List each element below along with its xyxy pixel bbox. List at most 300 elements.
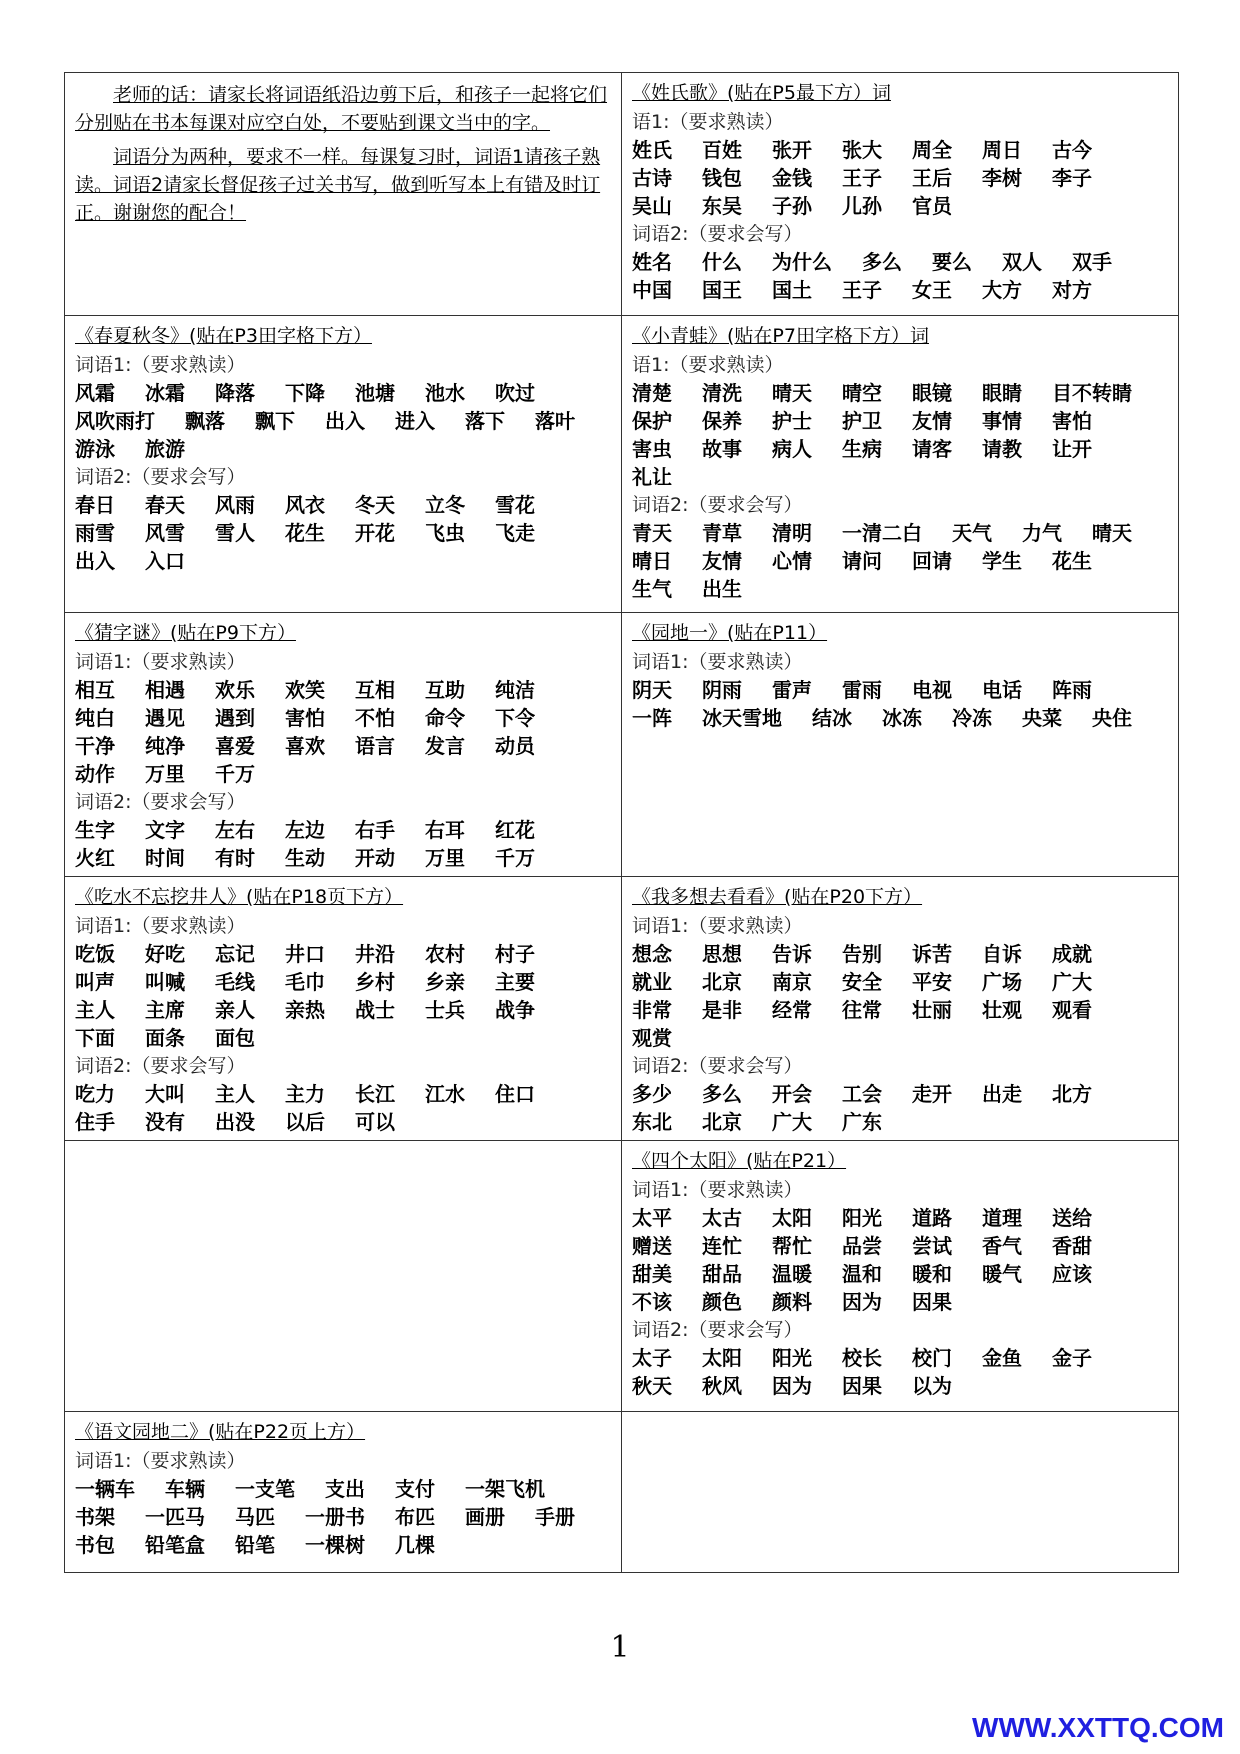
- words-1-list: [75, 379, 613, 463]
- word: 儿孙: [842, 194, 882, 218]
- word: 安全: [842, 970, 882, 994]
- word: 南京: [772, 970, 812, 994]
- words-1-list: [632, 136, 1170, 220]
- word: 飘落: [185, 409, 225, 433]
- word: 春天: [145, 493, 185, 517]
- word: 不该: [632, 1290, 672, 1314]
- word: 右手: [355, 818, 395, 842]
- word: 病人: [772, 437, 812, 461]
- word: 开会: [772, 1082, 812, 1106]
- words-1-list: [632, 379, 1170, 491]
- section-sigetaiyang: [622, 1141, 1179, 1412]
- word: 金钱: [772, 166, 812, 190]
- word: 欢笑: [285, 678, 325, 702]
- word: 飘下: [255, 409, 295, 433]
- word: 铅笔: [235, 1533, 275, 1557]
- word: 一架飞机: [465, 1477, 545, 1501]
- section-title: 《我多想去看看》(贴在P20下方）: [632, 886, 923, 908]
- word: 礼让: [632, 465, 672, 489]
- word: 主要: [495, 970, 535, 994]
- words-2-list: [75, 816, 613, 872]
- word: 走开: [912, 1082, 952, 1106]
- word: 以后: [285, 1110, 325, 1134]
- word: 村子: [495, 942, 535, 966]
- word: 秋天: [632, 1374, 672, 1398]
- word: 左右: [215, 818, 255, 842]
- words-2-label: 词语2:（要求会写）: [75, 466, 246, 488]
- word: 风霜: [75, 381, 115, 405]
- word: 吃力: [75, 1082, 115, 1106]
- word: 太古: [702, 1206, 742, 1230]
- word: 双人: [1002, 250, 1042, 274]
- word: 一棵树: [305, 1533, 365, 1557]
- word: 请问: [842, 549, 882, 573]
- word: 雪人: [215, 521, 255, 545]
- word: 支出: [325, 1477, 365, 1501]
- word: 降落: [215, 381, 255, 405]
- word: 观赏: [632, 1026, 672, 1050]
- word: 车辆: [165, 1477, 205, 1501]
- word: 眼睛: [982, 381, 1022, 405]
- word: 官员: [912, 194, 952, 218]
- word: 害怕: [1052, 409, 1092, 433]
- word: 叫喊: [145, 970, 185, 994]
- word: 动员: [495, 734, 535, 758]
- word: 李子: [1052, 166, 1092, 190]
- word: 子孙: [772, 194, 812, 218]
- word: 火红: [75, 846, 115, 870]
- word: 暖和: [912, 1262, 952, 1286]
- word: 落叶: [535, 409, 575, 433]
- word: 告别: [842, 942, 882, 966]
- word: 出入: [75, 549, 115, 573]
- word: 香气: [982, 1234, 1022, 1258]
- word: 壮观: [982, 998, 1022, 1022]
- words-2-list: [75, 1080, 613, 1136]
- word: 一辆车: [75, 1477, 135, 1501]
- word: 可以: [355, 1110, 395, 1134]
- word: 画册: [465, 1505, 505, 1529]
- word: 道路: [912, 1206, 952, 1230]
- word: 帮忙: [772, 1234, 812, 1258]
- word: 出入: [325, 409, 365, 433]
- words-2-label: 词语2:（要求会写）: [632, 1055, 803, 1077]
- word: 一清二白: [842, 521, 922, 545]
- word: 不怕: [355, 706, 395, 730]
- word: 多么: [702, 1082, 742, 1106]
- word: 太平: [632, 1206, 672, 1230]
- word: 国王: [702, 278, 742, 302]
- word: 多么: [862, 250, 902, 274]
- word: 战争: [495, 998, 535, 1022]
- word: 让开: [1052, 437, 1092, 461]
- word: 回请: [912, 549, 952, 573]
- word: 忘记: [215, 942, 255, 966]
- word: 几棵: [395, 1533, 435, 1557]
- word: 护士: [772, 409, 812, 433]
- word: 好吃: [145, 942, 185, 966]
- word: 王后: [912, 166, 952, 190]
- words-1-label: 词语1:（要求熟读）: [75, 651, 246, 673]
- word: 花生: [285, 521, 325, 545]
- word: 主人: [215, 1082, 255, 1106]
- section-yuandi-yi: [622, 613, 1179, 877]
- word: 一册书: [305, 1505, 365, 1529]
- word: 壮丽: [912, 998, 952, 1022]
- word: 广场: [982, 970, 1022, 994]
- word: 风雪: [145, 521, 185, 545]
- word: 出没: [215, 1110, 255, 1134]
- word: 铅笔盒: [145, 1533, 205, 1557]
- word: 自诉: [982, 942, 1022, 966]
- word: 阴天: [632, 678, 672, 702]
- word: 结冰: [812, 706, 852, 730]
- word: 思想: [702, 942, 742, 966]
- word: 温暖: [772, 1262, 812, 1286]
- word: 喜爱: [215, 734, 255, 758]
- word: 立冬: [425, 493, 465, 517]
- section-chishui: [65, 877, 622, 1141]
- word: 东北: [632, 1110, 672, 1134]
- section-xiaoqingwa: [622, 316, 1179, 613]
- word: 纯净: [145, 734, 185, 758]
- word: 入口: [145, 549, 185, 573]
- word: 友情: [702, 549, 742, 573]
- word: 出生: [702, 577, 742, 601]
- word: 右耳: [425, 818, 465, 842]
- word: 出走: [982, 1082, 1022, 1106]
- word: 东吴: [702, 194, 742, 218]
- word: 池塘: [355, 381, 395, 405]
- word: 因果: [842, 1374, 882, 1398]
- words-2-label: 词语2:（要求会写）: [75, 791, 246, 813]
- word: 游泳: [75, 437, 115, 461]
- word: 飞走: [495, 521, 535, 545]
- word: 千万: [495, 846, 535, 870]
- word: 金子: [1052, 1346, 1092, 1370]
- word: 力气: [1022, 521, 1062, 545]
- word: 请教: [982, 437, 1022, 461]
- word: 农村: [425, 942, 465, 966]
- section-title: 《园地一》(贴在P11）: [632, 622, 828, 644]
- page-number: 1: [610, 1630, 630, 1665]
- word: 冷冻: [952, 706, 992, 730]
- word: 马匹: [235, 1505, 275, 1529]
- word: 为什么: [772, 250, 832, 274]
- word: 冬天: [355, 493, 395, 517]
- word: 乡亲: [425, 970, 465, 994]
- words-2-label: 词语2:（要求会写）: [75, 1055, 246, 1077]
- word: 央住: [1092, 706, 1132, 730]
- word: 雷雨: [842, 678, 882, 702]
- word: 青草: [702, 521, 742, 545]
- word: 晴空: [842, 381, 882, 405]
- word: 送给: [1052, 1206, 1092, 1230]
- word: 太阳: [702, 1346, 742, 1370]
- word: 天气: [952, 521, 992, 545]
- word: 亲热: [285, 998, 325, 1022]
- word: 连忙: [702, 1234, 742, 1258]
- word: 手册: [535, 1505, 575, 1529]
- word: 广大: [1052, 970, 1092, 994]
- word: 秋风: [702, 1374, 742, 1398]
- word: 就业: [632, 970, 672, 994]
- word: 女王: [912, 278, 952, 302]
- word: 红花: [495, 818, 535, 842]
- word: 阵雨: [1052, 678, 1092, 702]
- word: 一支笔: [235, 1477, 295, 1501]
- section-title: 《语文园地二》(贴在P22页上方）: [75, 1421, 366, 1443]
- word: 张开: [772, 138, 812, 162]
- word: 告诉: [772, 942, 812, 966]
- word: 千万: [215, 762, 255, 786]
- word: 相互: [75, 678, 115, 702]
- word: 发言: [425, 734, 465, 758]
- word: 姓名: [632, 250, 672, 274]
- word: 中国: [632, 278, 672, 302]
- word: 是非: [702, 998, 742, 1022]
- words-1-list: [632, 940, 1170, 1052]
- word: 冰冻: [882, 706, 922, 730]
- words-1-label: 词语1:（要求熟读）: [632, 915, 803, 937]
- word: 主力: [285, 1082, 325, 1106]
- word: 要么: [932, 250, 972, 274]
- words-1-label: 词语1:（要求熟读）: [75, 915, 246, 937]
- word: 面条: [145, 1026, 185, 1050]
- word: 古今: [1052, 138, 1092, 162]
- word: 因为: [772, 1374, 812, 1398]
- word: 花生: [1052, 549, 1092, 573]
- word: 眼镜: [912, 381, 952, 405]
- section-title: 《四个太阳》(贴在P21）: [632, 1150, 847, 1172]
- word: 心情: [772, 549, 812, 573]
- word: 士兵: [425, 998, 465, 1022]
- word: 什么: [702, 250, 742, 274]
- word: 旅游: [145, 437, 185, 461]
- word: 生动: [285, 846, 325, 870]
- word: 央菜: [1022, 706, 1062, 730]
- word: 国土: [772, 278, 812, 302]
- word: 颜色: [702, 1290, 742, 1314]
- words-2-list: [632, 1080, 1170, 1136]
- word: 纯洁: [495, 678, 535, 702]
- word: 遇到: [215, 706, 255, 730]
- word: 北京: [702, 1110, 742, 1134]
- word: 品尝: [842, 1234, 882, 1258]
- word: 开动: [355, 846, 395, 870]
- word: 友情: [912, 409, 952, 433]
- word: 春日: [75, 493, 115, 517]
- words-2-list: [75, 491, 613, 575]
- word: 应该: [1052, 1262, 1092, 1286]
- words-1-list: [632, 676, 1170, 732]
- word: 井口: [285, 942, 325, 966]
- word: 周全: [912, 138, 952, 162]
- section-yuwen-yuandi-er: [65, 1412, 622, 1573]
- word: 非常: [632, 998, 672, 1022]
- word: 吃饭: [75, 942, 115, 966]
- word: 风衣: [285, 493, 325, 517]
- word: 害怕: [285, 706, 325, 730]
- word: 阳光: [842, 1206, 882, 1230]
- word: 青天: [632, 521, 672, 545]
- section-title: 《春夏秋冬》(贴在P3田字格下方）: [75, 325, 372, 347]
- word: 百姓: [702, 138, 742, 162]
- word: 金鱼: [982, 1346, 1022, 1370]
- word: 清楚: [632, 381, 672, 405]
- word: 工会: [842, 1082, 882, 1106]
- word: 清洗: [702, 381, 742, 405]
- words-1-label: 词语1:（要求熟读）: [75, 354, 246, 376]
- word: 双手: [1072, 250, 1112, 274]
- word: 亲人: [215, 998, 255, 1022]
- word: 尝试: [912, 1234, 952, 1258]
- word: 住手: [75, 1110, 115, 1134]
- word: 王子: [842, 166, 882, 190]
- word: 暖气: [982, 1262, 1022, 1286]
- word: 甜品: [702, 1262, 742, 1286]
- word: 清明: [772, 521, 812, 545]
- word: 大方: [982, 278, 1022, 302]
- word: 想念: [632, 942, 672, 966]
- section-title: 《吃水不忘挖井人》(贴在P18页下方）: [75, 886, 404, 908]
- word: 晴天: [772, 381, 812, 405]
- word: 书架: [75, 1505, 115, 1529]
- word: 一匹马: [145, 1505, 205, 1529]
- word: 周日: [982, 138, 1022, 162]
- word: 对方: [1052, 278, 1092, 302]
- word: 学生: [982, 549, 1022, 573]
- word: 诉苦: [912, 942, 952, 966]
- word: 叫声: [75, 970, 115, 994]
- word: 生病: [842, 437, 882, 461]
- section-title: 《姓氏歌》(贴在P5最下方）词: [632, 82, 891, 104]
- word: 互相: [355, 678, 395, 702]
- section-title: 《猜字谜》(贴在P9下方）: [75, 622, 296, 644]
- word: 进入: [395, 409, 435, 433]
- word: 校长: [842, 1346, 882, 1370]
- word: 因果: [912, 1290, 952, 1314]
- word: 吹过: [495, 381, 535, 405]
- word: 请客: [912, 437, 952, 461]
- words-2-list: [632, 1344, 1170, 1400]
- words-1-label: 语1:（要求熟读）: [632, 354, 784, 376]
- word: 纯白: [75, 706, 115, 730]
- word: 喜欢: [285, 734, 325, 758]
- word: 风雨: [215, 493, 255, 517]
- word: 雨雪: [75, 521, 115, 545]
- word: 观看: [1052, 998, 1092, 1022]
- word: 广东: [842, 1110, 882, 1134]
- words-1-label: 词语1:（要求熟读）: [632, 1179, 803, 1201]
- word: 事情: [982, 409, 1022, 433]
- vocabulary-sheet: [64, 72, 1179, 1573]
- word: 多少: [632, 1082, 672, 1106]
- word: 互助: [425, 678, 465, 702]
- word: 晴日: [632, 549, 672, 573]
- word: 时间: [145, 846, 185, 870]
- word: 经常: [772, 998, 812, 1022]
- word: 阳光: [772, 1346, 812, 1370]
- word: 主席: [145, 998, 185, 1022]
- word: 故事: [702, 437, 742, 461]
- section-caiziming: [65, 613, 622, 877]
- word: 主人: [75, 998, 115, 1022]
- word: 保护: [632, 409, 672, 433]
- empty-cell: [65, 1141, 622, 1412]
- word: 干净: [75, 734, 115, 758]
- words-1-label: 语1:（要求熟读）: [632, 111, 784, 133]
- teacher-note-paragraph-2: 词语分为两种，要求不一样。每课复习时，词语1请孩子熟读。词语2请家长督促孩子过关书写，做到听写本上有错及时订正。谢谢您的配合！: [75, 146, 601, 224]
- word: 古诗: [632, 166, 672, 190]
- word: 冰霜: [145, 381, 185, 405]
- word: 成就: [1052, 942, 1092, 966]
- word: 害虫: [632, 437, 672, 461]
- section-woduoxiang: [622, 877, 1179, 1141]
- word: 冰天雪地: [702, 706, 782, 730]
- word: 下降: [285, 381, 325, 405]
- word: 长江: [355, 1082, 395, 1106]
- word: 书包: [75, 1533, 115, 1557]
- word: 文字: [145, 818, 185, 842]
- word: 香甜: [1052, 1234, 1092, 1258]
- word: 赠送: [632, 1234, 672, 1258]
- section-xingshige: [622, 73, 1179, 316]
- word: 生气: [632, 577, 672, 601]
- word: 动作: [75, 762, 115, 786]
- word: 欢乐: [215, 678, 255, 702]
- word: 张大: [842, 138, 882, 162]
- word: 下面: [75, 1026, 115, 1050]
- words-1-list: [75, 940, 613, 1052]
- word: 李树: [982, 166, 1022, 190]
- word: 吴山: [632, 194, 672, 218]
- word: 颜料: [772, 1290, 812, 1314]
- words-2-list: [632, 519, 1170, 603]
- word: 战士: [355, 998, 395, 1022]
- word: 姓氏: [632, 138, 672, 162]
- word: 因为: [842, 1290, 882, 1314]
- word: 一阵: [632, 706, 672, 730]
- word: 布匹: [395, 1505, 435, 1529]
- word: 支付: [395, 1477, 435, 1501]
- word: 王子: [842, 278, 882, 302]
- word: 以为: [912, 1374, 952, 1398]
- teacher-note-cell: [65, 73, 622, 316]
- word: 毛线: [215, 970, 255, 994]
- word: 广大: [772, 1110, 812, 1134]
- word: 江水: [425, 1082, 465, 1106]
- word: 遇见: [145, 706, 185, 730]
- word: 阴雨: [702, 678, 742, 702]
- word: 雷声: [772, 678, 812, 702]
- word: 目不转睛: [1052, 381, 1132, 405]
- word: 生字: [75, 818, 115, 842]
- word: 校门: [912, 1346, 952, 1370]
- word: 电话: [982, 678, 1022, 702]
- word: 井沿: [355, 942, 395, 966]
- word: 毛巾: [285, 970, 325, 994]
- word: 太阳: [772, 1206, 812, 1230]
- word: 左边: [285, 818, 325, 842]
- word: 语言: [355, 734, 395, 758]
- words-2-label: 词语2:（要求会写）: [632, 1319, 803, 1341]
- watermark: WWW.XXTTQ.COM: [972, 1712, 1224, 1743]
- word: 晴天: [1092, 521, 1132, 545]
- word: 太子: [632, 1346, 672, 1370]
- word: 北方: [1052, 1082, 1092, 1106]
- words-2-list: [632, 248, 1170, 304]
